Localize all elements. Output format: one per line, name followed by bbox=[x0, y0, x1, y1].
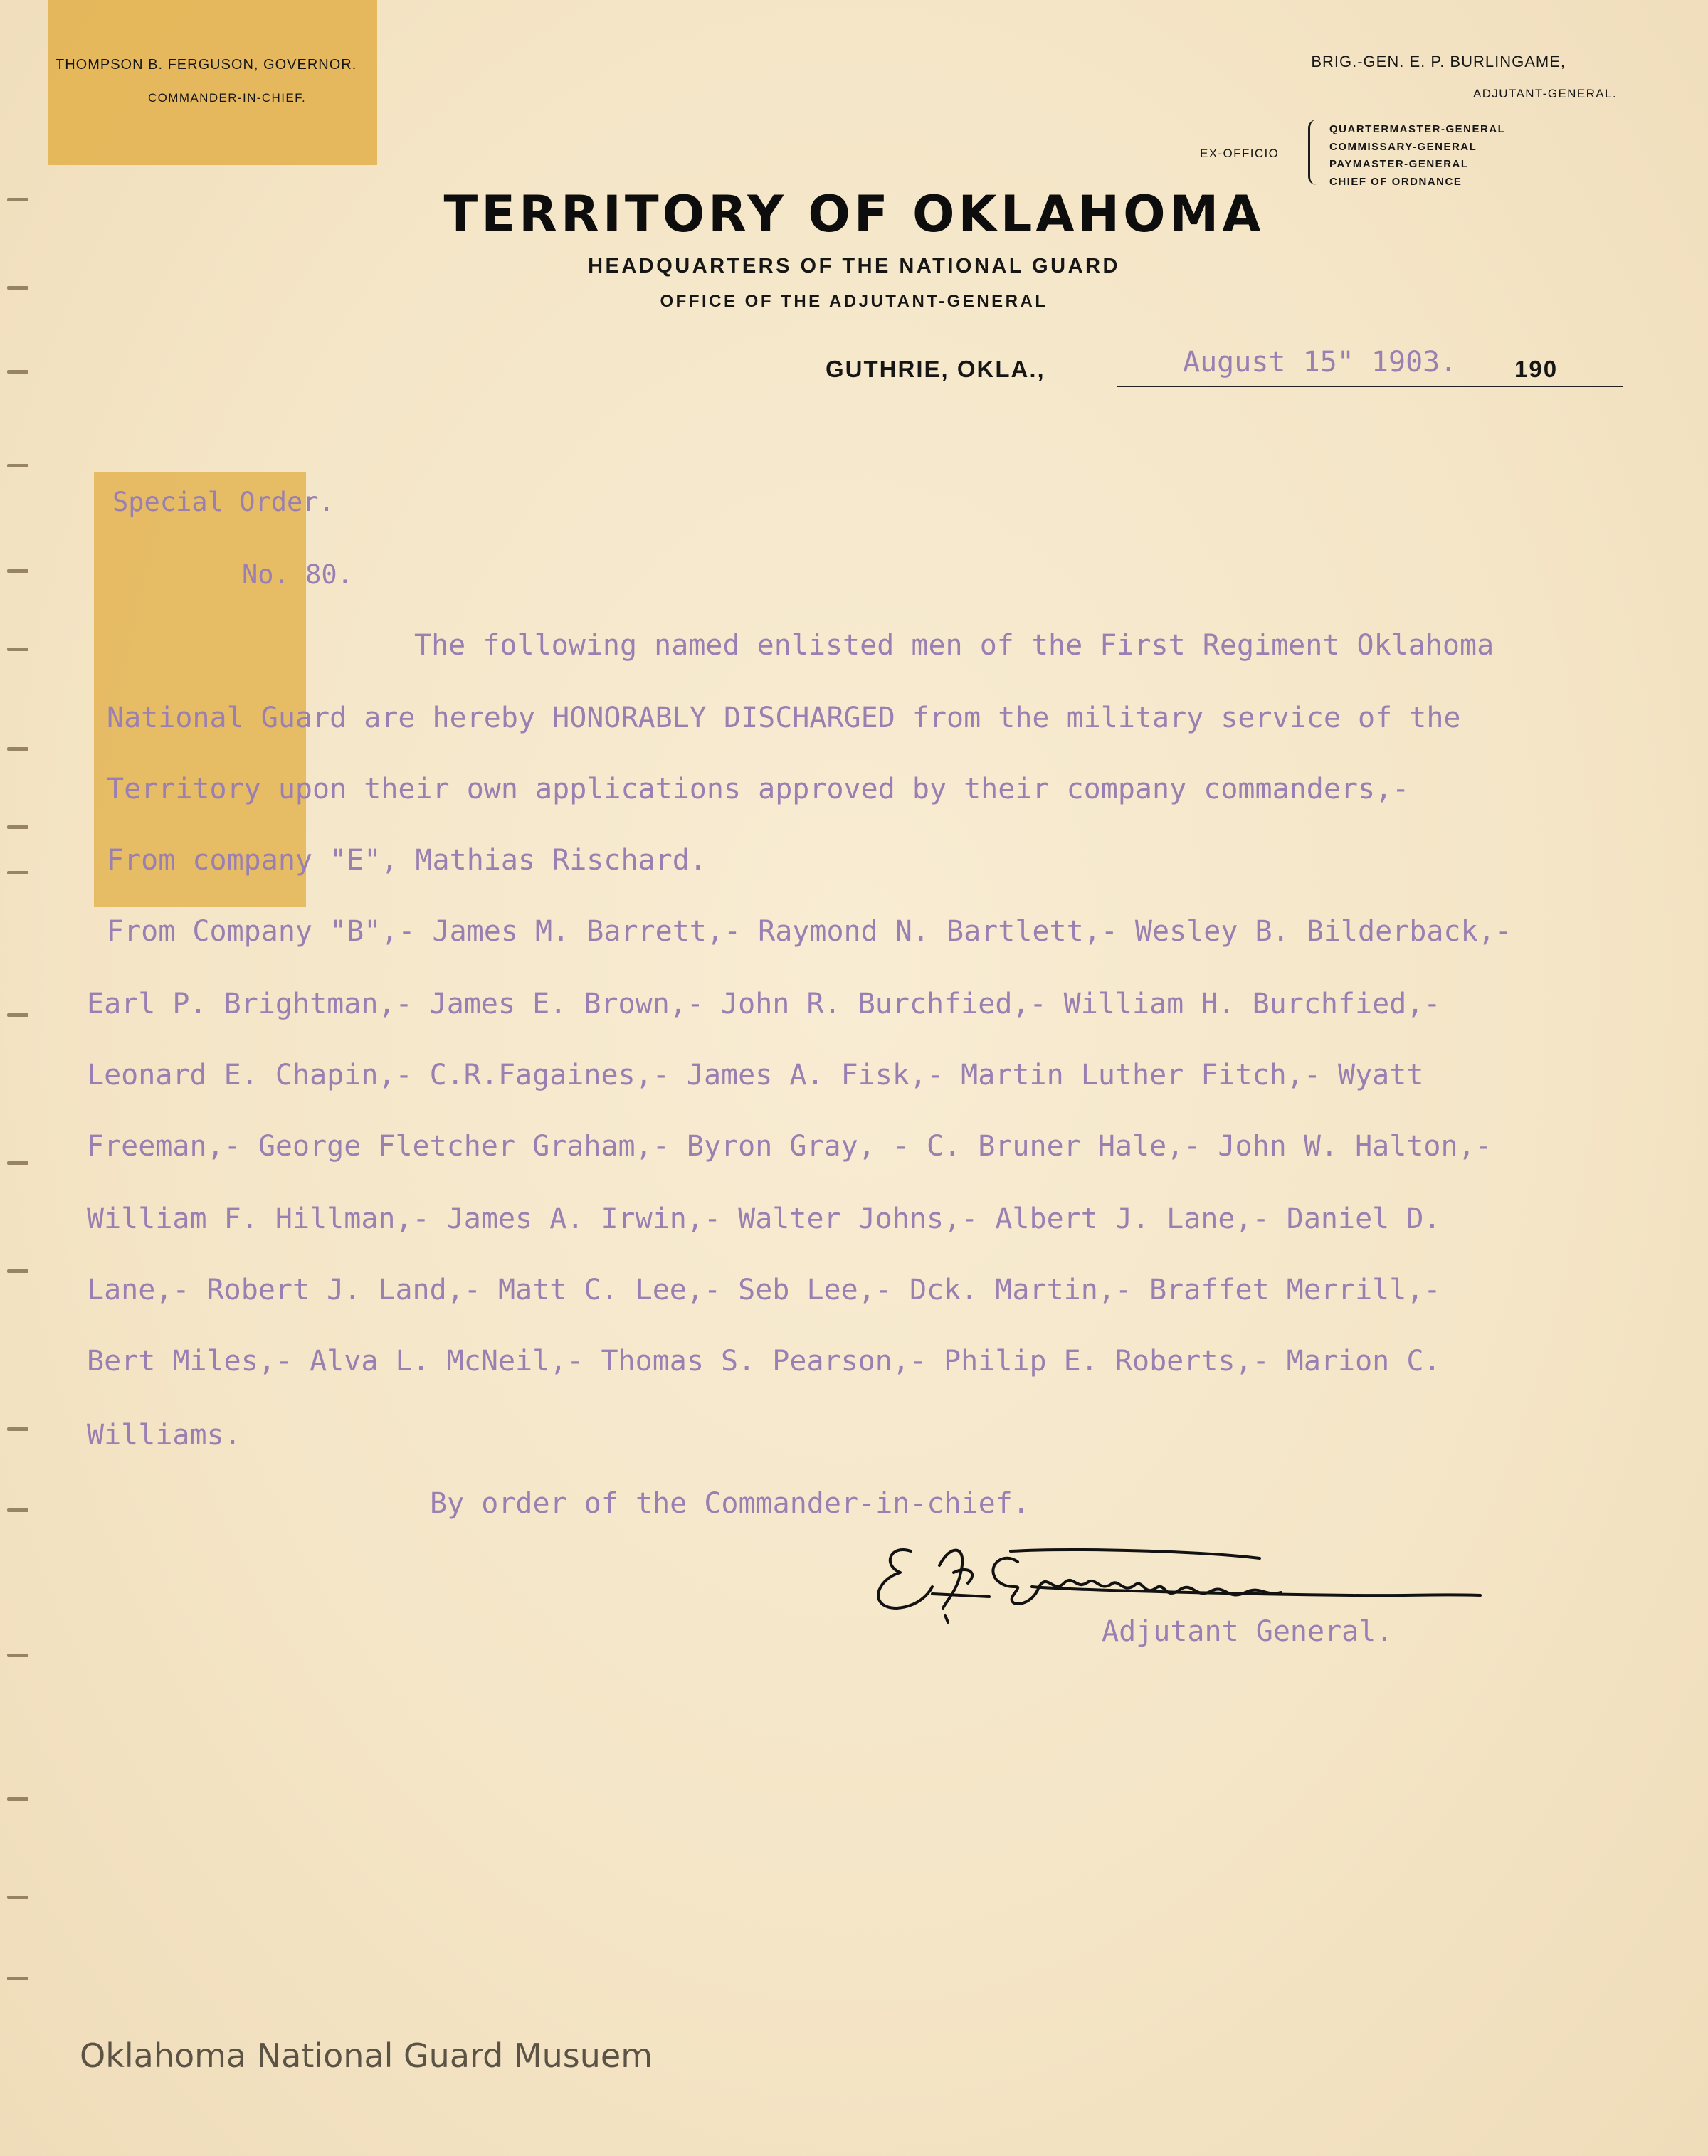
body-line: From company "E", Mathias Rischard. bbox=[107, 844, 707, 877]
body-line: Territory upon their own applications approved by their company commanders,- bbox=[107, 773, 1410, 805]
punch-mark bbox=[7, 1013, 28, 1017]
date-rule bbox=[1117, 386, 1623, 387]
letter-date: August 15" 1903. bbox=[1183, 346, 1457, 379]
punch-mark bbox=[7, 464, 28, 467]
ex-officio-role: PAYMASTER-GENERAL bbox=[1329, 158, 1469, 170]
tape-strip-top bbox=[48, 0, 377, 165]
body-line: From Company "B",- James M. Barrett,- Raymond N. Bartlett,- Wesley B. Bilderback,- bbox=[107, 915, 1512, 948]
closing-line: By order of the Commander-in-chief. bbox=[430, 1487, 1030, 1520]
body-line: Lane,- Robert J. Land,- Matt C. Lee,- Seb Lee,- Dck. Martin,- Braffet Merrill,- bbox=[87, 1274, 1441, 1306]
punch-mark bbox=[7, 286, 28, 290]
body-line: Earl P. Brightman,- James E. Brown,- John R. Burchfied,- William H. Burchfied,- bbox=[87, 988, 1441, 1020]
letterhead-subtitle: HEADQUARTERS OF THE NATIONAL GUARD bbox=[588, 255, 1120, 278]
punch-mark bbox=[7, 1977, 28, 1980]
ex-officio-role: QUARTERMASTER-GENERAL bbox=[1329, 123, 1506, 135]
body-line: William F. Hillman,- James A. Irwin,- Walter Johns,- Albert J. Lane,- Daniel D. bbox=[87, 1203, 1441, 1235]
body-line: Freeman,- George Fletcher Graham,- Byron Gray, - C. Bruner Hale,- John W. Halton,- bbox=[87, 1130, 1492, 1163]
punch-mark bbox=[7, 871, 28, 874]
body-line: Bert Miles,- Alva L. McNeil,- Thomas S. Pearson,- Philip E. Roberts,- Marion C. bbox=[87, 1345, 1441, 1378]
brace-bracket bbox=[1308, 120, 1320, 185]
ex-officio-roles bbox=[1329, 121, 1505, 191]
letterhead-office: OFFICE OF THE ADJUTANT-GENERAL bbox=[660, 292, 1048, 311]
body-line: Williams. bbox=[87, 1419, 241, 1452]
punch-mark bbox=[7, 370, 28, 374]
museum-watermark: Oklahoma National Guard Musuem bbox=[80, 2036, 653, 2075]
body-line: National Guard are hereby HONORABLY DISCHARGED from the military service of the bbox=[107, 702, 1461, 734]
adjutant-name: BRIG.-GEN. E. P. BURLINGAME, bbox=[1311, 53, 1566, 70]
punch-mark bbox=[7, 1508, 28, 1512]
governor-name: THOMPSON B. FERGUSON, GOVERNOR. bbox=[56, 57, 357, 73]
punch-mark bbox=[7, 1427, 28, 1431]
governor-title: COMMANDER-IN-CHIEF. bbox=[148, 91, 307, 105]
punch-mark bbox=[7, 1161, 28, 1165]
punch-mark bbox=[7, 1896, 28, 1899]
place-line: GUTHRIE, OKLA., bbox=[826, 356, 1045, 382]
letterhead-title: TERRITORY OF OKLAHOMA bbox=[443, 185, 1265, 243]
punch-mark bbox=[7, 747, 28, 751]
punch-mark bbox=[7, 569, 28, 573]
signature-title: Adjutant General. bbox=[1102, 1615, 1393, 1648]
special-order-heading: Special Order. bbox=[112, 487, 334, 517]
punch-mark bbox=[7, 825, 28, 829]
ex-officio-role: COMMISSARY-GENERAL bbox=[1329, 140, 1477, 153]
ex-officio-label: EX-OFFICIO bbox=[1200, 147, 1280, 160]
punch-mark bbox=[7, 1797, 28, 1801]
punch-mark bbox=[7, 1269, 28, 1273]
adjutant-title: ADJUTANT-GENERAL. bbox=[1472, 87, 1617, 100]
tape-strip-left bbox=[94, 472, 306, 907]
body-line: The following named enlisted men of the First Regiment Oklahoma bbox=[414, 629, 1494, 662]
punch-mark bbox=[7, 648, 28, 651]
year-prefix: 190 bbox=[1514, 356, 1559, 382]
punch-mark bbox=[7, 1654, 28, 1657]
order-number: No. 80. bbox=[242, 559, 353, 590]
body-line: Leonard E. Chapin,- C.R.Fagaines,- James A. Fisk,- Martin Luther Fitch,- Wyatt bbox=[87, 1059, 1424, 1092]
ex-officio-role: CHIEF OF ORDNANCE bbox=[1329, 175, 1462, 188]
